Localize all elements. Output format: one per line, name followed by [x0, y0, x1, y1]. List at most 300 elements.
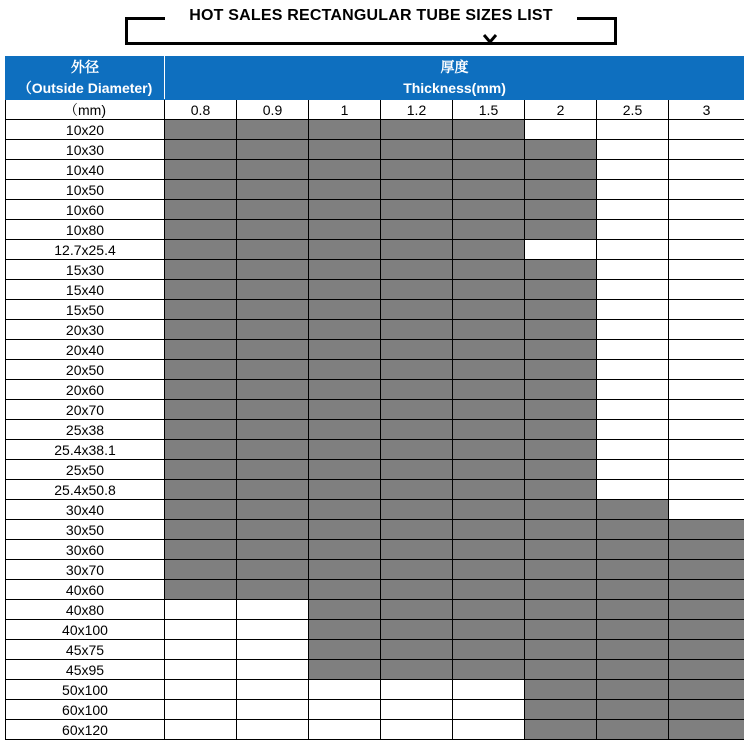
unavailable-cell [165, 620, 237, 640]
size-cell: 15x30 [6, 260, 165, 280]
unavailable-cell [669, 360, 744, 380]
available-cell [309, 380, 381, 400]
available-cell [237, 480, 309, 500]
available-cell [525, 700, 597, 720]
available-cell [525, 320, 597, 340]
available-cell [165, 480, 237, 500]
available-cell [453, 180, 525, 200]
available-cell [165, 120, 237, 140]
thickness-en: Thickness(mm) [403, 80, 506, 96]
sizes-table-body [6, 120, 744, 740]
unavailable-cell [525, 120, 597, 140]
unavailable-cell [309, 700, 381, 720]
available-cell [237, 240, 309, 260]
unavailable-cell [597, 420, 669, 440]
unavailable-cell [669, 220, 744, 240]
available-cell [453, 520, 525, 540]
size-cell: 15x50 [6, 300, 165, 320]
table-row [6, 640, 744, 660]
thickness-col-header: 3 [669, 100, 744, 120]
available-cell [309, 260, 381, 280]
title-banner [125, 7, 617, 45]
size-cell: 30x70 [6, 560, 165, 580]
available-cell [525, 200, 597, 220]
table-row [6, 380, 744, 400]
available-cell [309, 660, 381, 680]
available-cell [453, 600, 525, 620]
size-cell: 25.4x38.1 [6, 440, 165, 460]
unavailable-cell [165, 720, 237, 740]
available-cell [381, 360, 453, 380]
available-cell [453, 560, 525, 580]
available-cell [525, 180, 597, 200]
available-cell [309, 500, 381, 520]
available-cell [309, 300, 381, 320]
unavailable-cell [597, 200, 669, 220]
available-cell [381, 480, 453, 500]
available-cell [381, 660, 453, 680]
size-cell: 30x60 [6, 540, 165, 560]
unavailable-cell [237, 700, 309, 720]
unavailable-cell [597, 180, 669, 200]
unavailable-cell [669, 420, 744, 440]
available-cell [381, 400, 453, 420]
available-cell [237, 180, 309, 200]
available-cell [381, 580, 453, 600]
available-cell [525, 300, 597, 320]
available-cell [381, 140, 453, 160]
available-cell [309, 580, 381, 600]
available-cell [165, 520, 237, 540]
banner-title: HOT SALES RECTANGULAR TUBE SIZES LIST [181, 7, 561, 24]
available-cell [165, 140, 237, 160]
size-cell: 12.7x25.4 [6, 240, 165, 260]
available-cell [453, 160, 525, 180]
table-row [6, 400, 744, 420]
available-cell [525, 680, 597, 700]
available-cell [309, 200, 381, 220]
available-cell [453, 460, 525, 480]
unavailable-cell [669, 260, 744, 280]
available-cell [165, 380, 237, 400]
size-cell: 25x38 [6, 420, 165, 440]
unavailable-cell [669, 320, 744, 340]
unavailable-cell [669, 440, 744, 460]
unavailable-cell [597, 400, 669, 420]
unavailable-cell [597, 360, 669, 380]
available-cell [453, 140, 525, 160]
size-cell: 30x40 [6, 500, 165, 520]
available-cell [309, 400, 381, 420]
available-cell [165, 500, 237, 520]
unavailable-cell [381, 700, 453, 720]
size-cell: 25.4x50.8 [6, 480, 165, 500]
available-cell [453, 220, 525, 240]
thickness-header [165, 57, 744, 100]
table-row [6, 620, 744, 640]
unavailable-cell [381, 680, 453, 700]
available-cell [453, 260, 525, 280]
available-cell [237, 200, 309, 220]
available-cell [165, 340, 237, 360]
available-cell [381, 460, 453, 480]
available-cell [597, 500, 669, 520]
size-cell: 20x40 [6, 340, 165, 360]
table-row [6, 480, 744, 500]
thickness-col-header: 1.2 [381, 100, 453, 120]
unavailable-cell [597, 480, 669, 500]
table-row [6, 280, 744, 300]
available-cell [381, 260, 453, 280]
available-cell [381, 620, 453, 640]
available-cell [669, 720, 744, 740]
unavailable-cell [237, 620, 309, 640]
table-row [6, 600, 744, 620]
thickness-col-header: 2.5 [597, 100, 669, 120]
available-cell [381, 120, 453, 140]
available-cell [381, 640, 453, 660]
available-cell [237, 440, 309, 460]
available-cell [309, 140, 381, 160]
available-cell [381, 300, 453, 320]
table-row [6, 160, 744, 180]
size-cell: 20x60 [6, 380, 165, 400]
available-cell [237, 580, 309, 600]
unavailable-cell [669, 200, 744, 220]
available-cell [453, 380, 525, 400]
unavailable-cell [165, 700, 237, 720]
table-row [6, 120, 744, 140]
available-cell [381, 160, 453, 180]
available-cell [309, 240, 381, 260]
unavailable-cell [669, 120, 744, 140]
available-cell [237, 360, 309, 380]
available-cell [165, 560, 237, 580]
available-cell [453, 540, 525, 560]
unavailable-cell [669, 340, 744, 360]
unavailable-cell [597, 220, 669, 240]
available-cell [381, 240, 453, 260]
unavailable-cell [453, 680, 525, 700]
available-cell [597, 600, 669, 620]
available-cell [237, 400, 309, 420]
unavailable-cell [597, 440, 669, 460]
unavailable-cell [597, 460, 669, 480]
available-cell [309, 560, 381, 580]
unavailable-cell [669, 480, 744, 500]
available-cell [525, 580, 597, 600]
available-cell [165, 460, 237, 480]
unavailable-cell [669, 380, 744, 400]
available-cell [309, 420, 381, 440]
available-cell [309, 120, 381, 140]
available-cell [237, 460, 309, 480]
available-cell [597, 700, 669, 720]
available-cell [381, 280, 453, 300]
outside-diameter-header [6, 57, 165, 100]
available-cell [525, 660, 597, 680]
table-row [6, 700, 744, 720]
thickness-col-header: 0.8 [165, 100, 237, 120]
unavailable-cell [597, 280, 669, 300]
unit-row [6, 100, 744, 120]
available-cell [165, 360, 237, 380]
sizes-table-container [5, 56, 744, 740]
available-cell [597, 520, 669, 540]
size-cell: 10x80 [6, 220, 165, 240]
available-cell [597, 540, 669, 560]
available-cell [381, 420, 453, 440]
available-cell [165, 180, 237, 200]
size-cell: 40x100 [6, 620, 165, 640]
available-cell [525, 520, 597, 540]
available-cell [669, 520, 744, 540]
unavailable-cell [669, 400, 744, 420]
size-cell: 45x95 [6, 660, 165, 680]
available-cell [525, 380, 597, 400]
available-cell [453, 280, 525, 300]
size-cell: 45x75 [6, 640, 165, 660]
available-cell [525, 400, 597, 420]
available-cell [453, 420, 525, 440]
available-cell [597, 560, 669, 580]
unavailable-cell [669, 240, 744, 260]
table-row [6, 320, 744, 340]
available-cell [381, 320, 453, 340]
available-cell [237, 380, 309, 400]
unavailable-cell [381, 720, 453, 740]
table-row [6, 200, 744, 220]
available-cell [165, 420, 237, 440]
unavailable-cell [597, 320, 669, 340]
table-row [6, 360, 744, 380]
available-cell [309, 220, 381, 240]
available-cell [309, 640, 381, 660]
size-cell: 10x20 [6, 120, 165, 140]
table-row [6, 260, 744, 280]
available-cell [309, 160, 381, 180]
available-cell [165, 260, 237, 280]
unavailable-cell [597, 380, 669, 400]
available-cell [669, 600, 744, 620]
available-cell [237, 280, 309, 300]
available-cell [669, 700, 744, 720]
table-row [6, 340, 744, 360]
available-cell [165, 280, 237, 300]
available-cell [309, 360, 381, 380]
unavailable-cell [237, 680, 309, 700]
available-cell [597, 720, 669, 740]
available-cell [237, 220, 309, 240]
available-cell [165, 200, 237, 220]
available-cell [453, 580, 525, 600]
available-cell [381, 180, 453, 200]
available-cell [165, 160, 237, 180]
unit-label: （mm) [6, 100, 165, 120]
table-row [6, 720, 744, 740]
chevron-down-icon [483, 34, 497, 44]
unavailable-cell [237, 660, 309, 680]
available-cell [669, 640, 744, 660]
unavailable-cell [669, 460, 744, 480]
available-cell [453, 500, 525, 520]
available-cell [453, 480, 525, 500]
available-cell [669, 580, 744, 600]
size-cell: 60x100 [6, 700, 165, 720]
unavailable-cell [669, 500, 744, 520]
outside-diameter-en: （Outside Diameter) [17, 80, 153, 96]
available-cell [525, 280, 597, 300]
available-cell [597, 620, 669, 640]
available-cell [525, 360, 597, 380]
size-cell: 15x40 [6, 280, 165, 300]
unavailable-cell [597, 160, 669, 180]
unavailable-cell [597, 300, 669, 320]
available-cell [309, 440, 381, 460]
outside-diameter-cn: 外径 [71, 59, 99, 75]
available-cell [237, 340, 309, 360]
unavailable-cell [309, 680, 381, 700]
available-cell [525, 540, 597, 560]
unavailable-cell [669, 160, 744, 180]
available-cell [453, 360, 525, 380]
size-cell: 10x60 [6, 200, 165, 220]
available-cell [237, 520, 309, 540]
available-cell [525, 560, 597, 580]
available-cell [525, 480, 597, 500]
available-cell [309, 480, 381, 500]
available-cell [309, 620, 381, 640]
available-cell [165, 220, 237, 240]
available-cell [597, 660, 669, 680]
available-cell [669, 680, 744, 700]
available-cell [525, 640, 597, 660]
available-cell [453, 320, 525, 340]
available-cell [237, 260, 309, 280]
thickness-col-header: 1 [309, 100, 381, 120]
unavailable-cell [237, 600, 309, 620]
unavailable-cell [525, 240, 597, 260]
available-cell [525, 140, 597, 160]
available-cell [237, 140, 309, 160]
size-cell: 10x30 [6, 140, 165, 160]
size-cell: 25x50 [6, 460, 165, 480]
unavailable-cell [237, 720, 309, 740]
table-row [6, 140, 744, 160]
unavailable-cell [597, 260, 669, 280]
table-row [6, 520, 744, 540]
banner-frame-bottom [125, 42, 617, 45]
unavailable-cell [165, 640, 237, 660]
available-cell [525, 420, 597, 440]
available-cell [453, 120, 525, 140]
thickness-col-header: 1.5 [453, 100, 525, 120]
size-cell: 30x50 [6, 520, 165, 540]
table-row [6, 460, 744, 480]
available-cell [381, 340, 453, 360]
available-cell [453, 400, 525, 420]
available-cell [165, 580, 237, 600]
available-cell [237, 300, 309, 320]
available-cell [165, 300, 237, 320]
available-cell [453, 240, 525, 260]
available-cell [309, 180, 381, 200]
unavailable-cell [597, 340, 669, 360]
unavailable-cell [669, 140, 744, 160]
available-cell [669, 540, 744, 560]
size-cell: 50x100 [6, 680, 165, 700]
unavailable-cell [453, 700, 525, 720]
unavailable-cell [165, 680, 237, 700]
available-cell [309, 520, 381, 540]
unavailable-cell [453, 720, 525, 740]
available-cell [669, 620, 744, 640]
table-row [6, 180, 744, 200]
unavailable-cell [165, 600, 237, 620]
available-cell [381, 600, 453, 620]
available-cell [237, 120, 309, 140]
size-cell: 20x30 [6, 320, 165, 340]
unavailable-cell [165, 660, 237, 680]
available-cell [237, 160, 309, 180]
available-cell [453, 640, 525, 660]
available-cell [381, 220, 453, 240]
table-row [6, 560, 744, 580]
available-cell [381, 540, 453, 560]
available-cell [525, 160, 597, 180]
sizes-table [5, 56, 744, 740]
unavailable-cell [669, 280, 744, 300]
available-cell [597, 680, 669, 700]
size-cell: 40x80 [6, 600, 165, 620]
available-cell [237, 420, 309, 440]
unavailable-cell [597, 140, 669, 160]
table-row [6, 680, 744, 700]
available-cell [525, 340, 597, 360]
thickness-col-header: 2 [525, 100, 597, 120]
available-cell [525, 600, 597, 620]
available-cell [309, 320, 381, 340]
available-cell [309, 280, 381, 300]
unavailable-cell [237, 640, 309, 660]
available-cell [453, 440, 525, 460]
available-cell [309, 460, 381, 480]
available-cell [597, 580, 669, 600]
size-cell: 20x50 [6, 360, 165, 380]
table-row [6, 240, 744, 260]
available-cell [525, 260, 597, 280]
available-cell [525, 500, 597, 520]
available-cell [453, 300, 525, 320]
available-cell [165, 320, 237, 340]
table-row [6, 660, 744, 680]
available-cell [381, 380, 453, 400]
available-cell [453, 660, 525, 680]
size-cell: 60x120 [6, 720, 165, 740]
size-cell: 10x40 [6, 160, 165, 180]
table-row [6, 580, 744, 600]
unavailable-cell [669, 180, 744, 200]
size-cell: 40x60 [6, 580, 165, 600]
unavailable-cell [669, 300, 744, 320]
available-cell [525, 220, 597, 240]
table-row [6, 220, 744, 240]
available-cell [237, 320, 309, 340]
available-cell [165, 400, 237, 420]
available-cell [381, 560, 453, 580]
available-cell [669, 560, 744, 580]
available-cell [237, 500, 309, 520]
